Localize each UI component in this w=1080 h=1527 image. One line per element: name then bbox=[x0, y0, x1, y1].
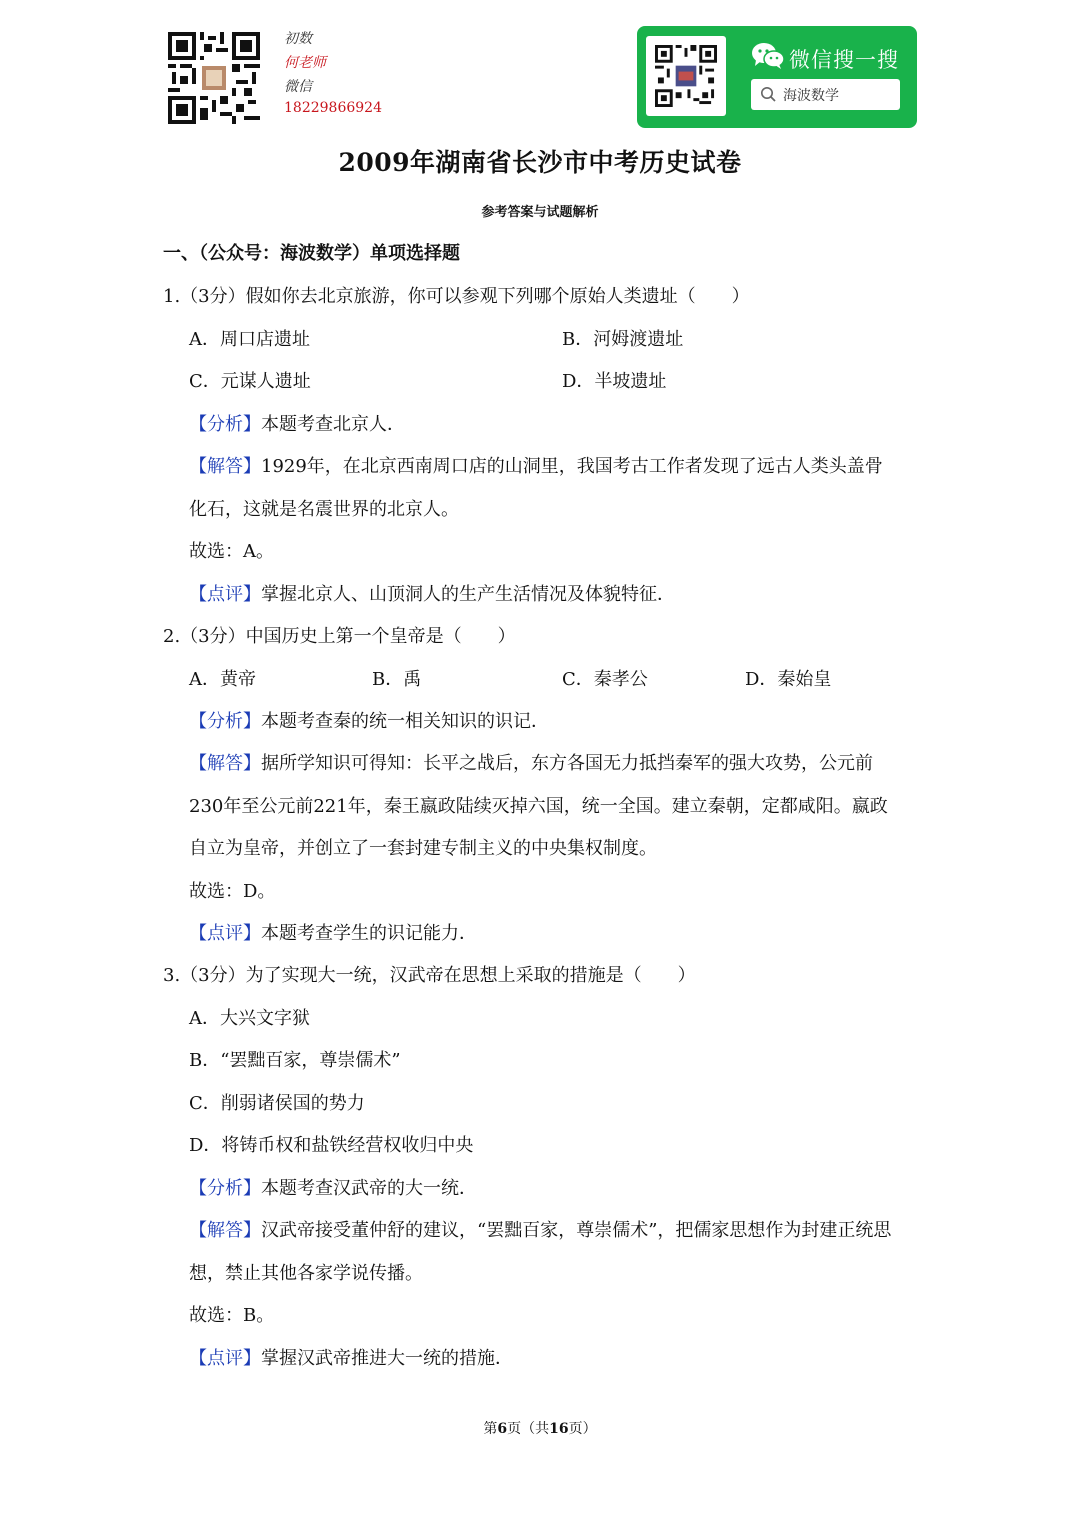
q3-answer bbox=[189, 1216, 891, 1242]
q2-option-c: C．秦孝公 bbox=[562, 669, 648, 690]
q2-answer-line-1: 据所学知识可得知：长平之战后，东方各国无力抵挡秦军的强大攻势，公元前 bbox=[261, 753, 873, 774]
question-2-stem: 2.（3分）中国历史上第一个皇帝是（ ） bbox=[163, 626, 516, 647]
wechat-logo-icon bbox=[751, 42, 785, 74]
answer-tag: 【解答】 bbox=[189, 753, 261, 774]
page-footer bbox=[0, 1418, 1080, 1438]
q2-analysis bbox=[189, 707, 549, 733]
question-3-stem: 3.（3分）为了实现大一统，汉武帝在思想上采取的措施是（ ） bbox=[163, 965, 696, 986]
analysis-tag: 【分析】 bbox=[189, 711, 261, 732]
q3-choice: 故选：B。 bbox=[189, 1305, 275, 1326]
analysis-tag: 【分析】 bbox=[189, 1178, 261, 1199]
q3-option-b: B．“罢黜百家，尊崇儒术” bbox=[189, 1050, 401, 1071]
q2-answer bbox=[189, 749, 873, 775]
contact-label: 初数 bbox=[284, 31, 312, 47]
q1-comment-text: 掌握北京人、山顶洞人的生产生活情况及体貌特征． bbox=[261, 584, 675, 605]
q2-analysis-text: 本题考查秦的统一相关知识的识记． bbox=[261, 711, 549, 732]
q2-option-d: D．秦始皇 bbox=[745, 669, 832, 690]
q1-comment bbox=[189, 580, 675, 606]
wechat-search-title: 微信搜一搜 bbox=[789, 48, 899, 72]
footer-prefix: 第 bbox=[483, 1421, 498, 1437]
page-title: 2009年湖南省长沙市中考历史试卷 bbox=[338, 148, 742, 177]
search-icon bbox=[760, 86, 777, 107]
contact-teacher: 何老师 bbox=[284, 55, 326, 71]
comment-tag: 【点评】 bbox=[189, 584, 261, 605]
footer-middle: 页（共 bbox=[507, 1421, 550, 1437]
q1-analysis-text: 本题考查北京人． bbox=[261, 414, 405, 435]
q2-answer-line-2: 230年至公元前221年，秦王嬴政陆续灭掉六国，统一全国。建立秦朝，定都咸阳。嬴政 bbox=[189, 796, 888, 817]
question-1-stem: 1.（3分）假如你去北京旅游，你可以参观下列哪个原始人类遗址（ ） bbox=[163, 286, 750, 307]
q2-option-a: A．黄帝 bbox=[189, 669, 256, 690]
analysis-tag: 【分析】 bbox=[189, 414, 261, 435]
qr-code-image bbox=[168, 32, 260, 124]
page-subtitle: 参考答案与试题解析 bbox=[481, 205, 599, 220]
wechat-search-card[interactable] bbox=[637, 26, 917, 128]
wechat-qr-code bbox=[646, 36, 726, 116]
contact-wechat-label: 微信 bbox=[284, 79, 312, 95]
q3-option-a: A．大兴文字狱 bbox=[189, 1008, 310, 1029]
q3-comment-text: 掌握汉武帝推进大一统的措施． bbox=[261, 1348, 513, 1369]
q2-comment bbox=[189, 919, 477, 945]
answer-tag: 【解答】 bbox=[189, 1220, 261, 1241]
q2-answer-line-3: 自立为皇帝，并创立了一套封建专制主义的中央集权制度。 bbox=[189, 838, 657, 859]
q1-option-b: B．河姆渡遗址 bbox=[562, 329, 684, 350]
q3-option-c: C．削弱诸侯国的势力 bbox=[189, 1093, 365, 1114]
comment-tag: 【点评】 bbox=[189, 923, 261, 944]
wechat-search-text: 海波数学 bbox=[783, 88, 839, 104]
q3-analysis-text: 本题考查汉武帝的大一统． bbox=[261, 1178, 477, 1199]
q1-analysis bbox=[189, 410, 405, 436]
q1-option-d: D．半坡遗址 bbox=[562, 371, 667, 392]
contact-phone: 18229866924 bbox=[284, 100, 382, 116]
q1-answer bbox=[189, 452, 883, 478]
q3-answer-line-1: 汉武帝接受董仲舒的建议，“罢黜百家，尊崇儒术”，把儒家思想作为封建正统思 bbox=[261, 1220, 892, 1241]
q2-option-b: B．禹 bbox=[372, 669, 422, 690]
section-heading: 一、（公众号：海波数学）单项选择题 bbox=[163, 243, 460, 264]
footer-suffix: 页） bbox=[568, 1421, 597, 1437]
answer-tag: 【解答】 bbox=[189, 456, 261, 477]
q1-answer-line-1: 1929年，在北京西南周口店的山洞里，我国考古工作者发现了远古人类头盖骨 bbox=[261, 456, 883, 477]
q2-comment-text: 本题考查学生的识记能力． bbox=[261, 923, 477, 944]
comment-tag: 【点评】 bbox=[189, 1348, 261, 1369]
q1-choice: 故选：A。 bbox=[189, 541, 274, 562]
q1-answer-line-2: 化石，这就是名震世界的北京人。 bbox=[189, 499, 459, 520]
footer-total-pages: 16 bbox=[549, 1421, 569, 1437]
q3-answer-line-2: 想，禁止其他各家学说传播。 bbox=[189, 1263, 423, 1284]
wechat-search-box[interactable] bbox=[751, 79, 900, 110]
q3-analysis bbox=[189, 1174, 477, 1200]
q1-option-c: C．元谋人遗址 bbox=[189, 371, 311, 392]
q3-option-d: D．将铸币权和盐铁经营权收归中央 bbox=[189, 1135, 474, 1156]
q1-option-a: A．周口店遗址 bbox=[189, 329, 310, 350]
q2-choice: 故选：D。 bbox=[189, 881, 276, 902]
footer-page-number: 6 bbox=[497, 1421, 508, 1437]
q3-comment bbox=[189, 1344, 513, 1370]
